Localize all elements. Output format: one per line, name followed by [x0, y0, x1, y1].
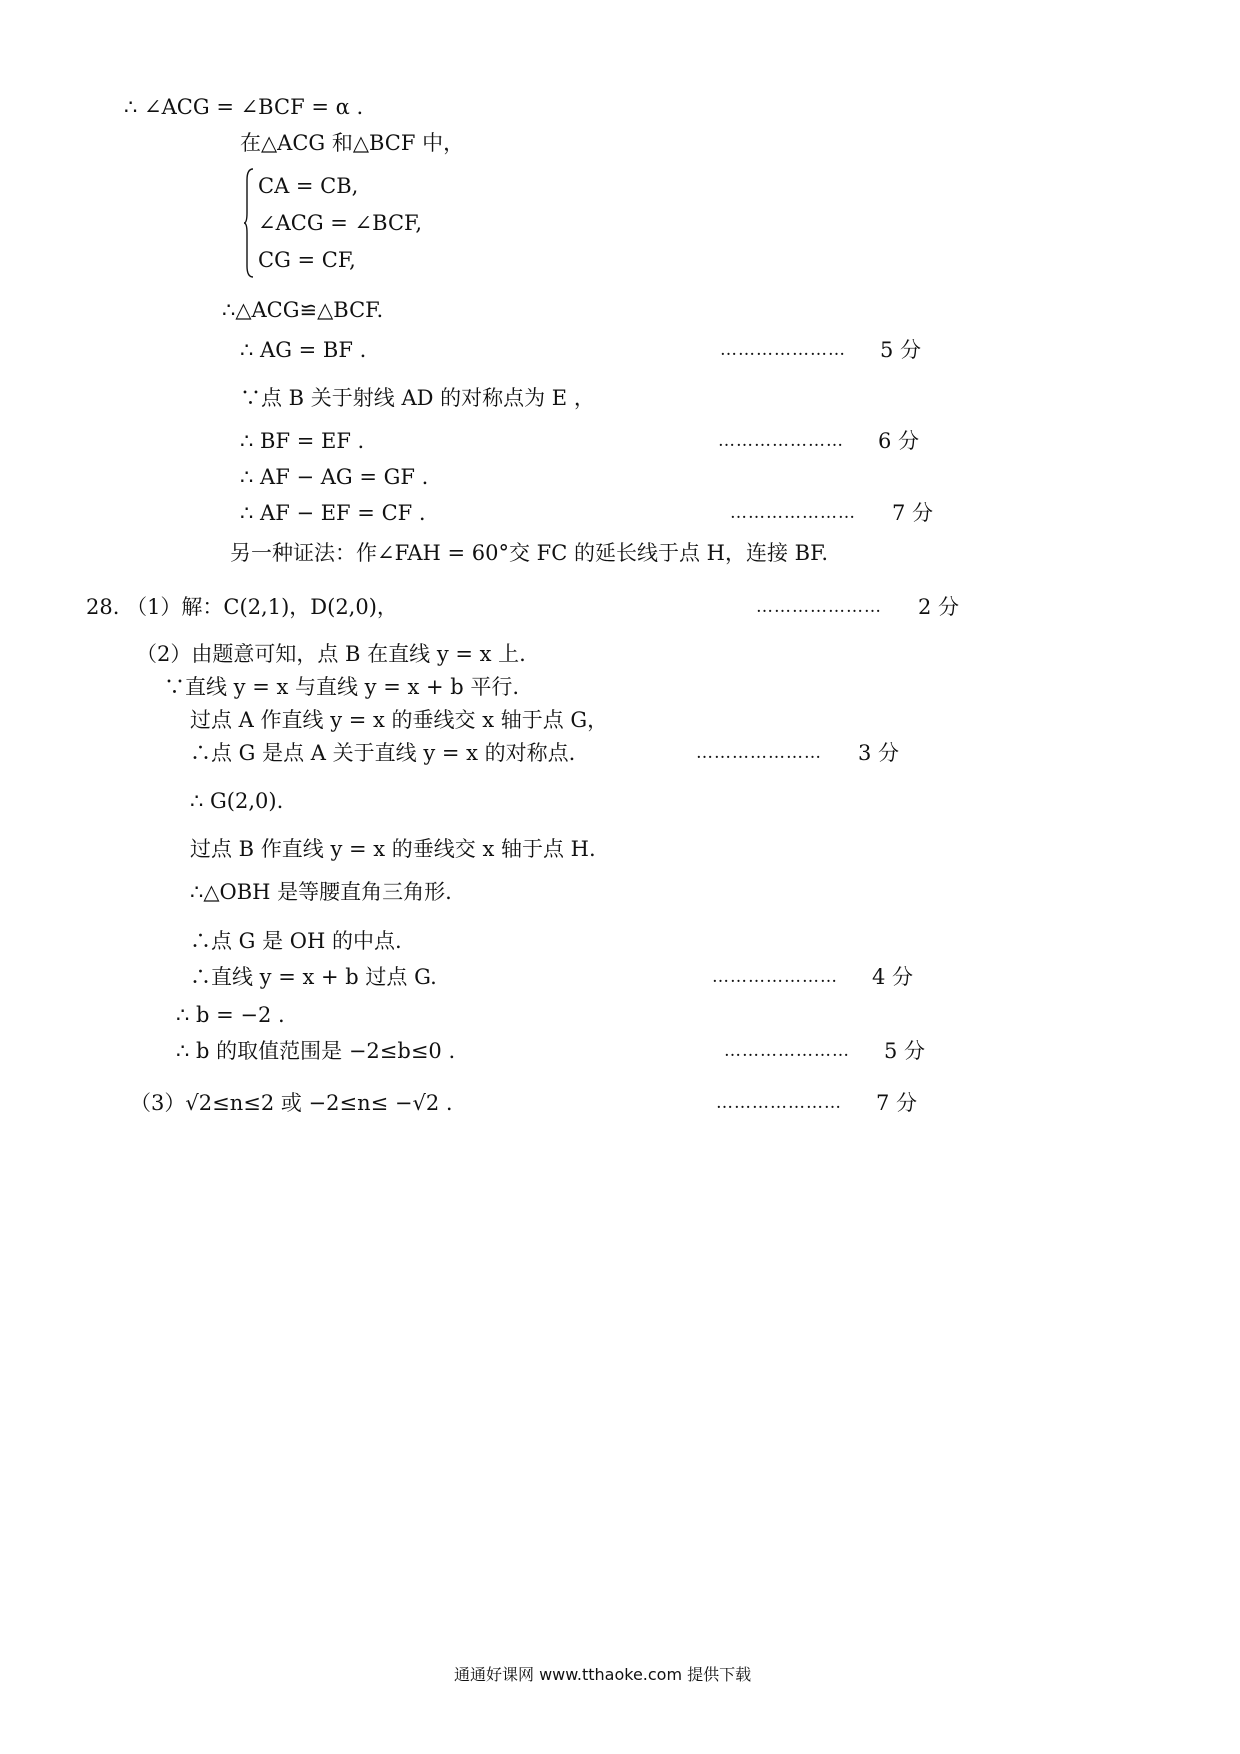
q28-line-b-range: ∴ b 的取值范围是 −2≤b≤0 . [176, 1039, 456, 1063]
q28-line-parallel: ∵直线 y = x 与直线 y = x + b 平行. [164, 675, 520, 699]
footer-source: 通通好课网 www.tthaoke.com 提供下载 [454, 1665, 752, 1684]
score-dots: ………………… [696, 743, 822, 763]
proof-line-angle-equal: ∴ ∠ACG = ∠BCF = α . [124, 95, 364, 119]
proof-line-in-triangles: 在△ACG 和△BCF 中， [240, 131, 465, 155]
score-label: 4 分 [872, 965, 914, 989]
system-eq-3: CG = CF, [258, 248, 356, 272]
system-eq-2: ∠ACG = ∠BCF, [258, 211, 423, 235]
q28-line-perp-a: 过点 A 作直线 y = x 的垂线交 x 轴于点 G， [190, 708, 609, 732]
q28-line-perp-b: 过点 B 作直线 y = x 的垂线交 x 轴于点 H. [190, 837, 596, 861]
score-label: 2 分 [918, 595, 960, 619]
score-dots: ………………… [712, 967, 838, 987]
proof-line-bf-ef: ∴ BF = EF . [240, 429, 365, 453]
q28-line-symmetric-g: ∴点 G 是点 A 关于直线 y = x 的对称点. [190, 741, 576, 765]
q28-line-isosceles: ∴△OBH 是等腰直角三角形. [190, 880, 452, 904]
score-label: 5 分 [884, 1039, 926, 1063]
score-dots: ………………… [756, 597, 882, 617]
proof-alternative: 另一种证法：作∠FAH = 60°交 FC 的延长线于点 H，连接 BF. [230, 541, 829, 565]
system-brace [244, 168, 254, 278]
score-dots: ………………… [730, 503, 856, 523]
q28-part3: （3）√2≤n≤2 或 −2≤n≤ −√2 . [130, 1091, 453, 1115]
score-dots: ………………… [716, 1093, 842, 1113]
q28-part2-intro: （2）由题意可知，点 B 在直线 y = x 上. [136, 642, 526, 666]
score-label: 6 分 [878, 429, 920, 453]
system-eq-1: CA = CB, [258, 174, 359, 198]
score-label: 5 分 [880, 338, 922, 362]
score-label: 7 分 [876, 1091, 918, 1115]
score-label: 3 分 [858, 741, 900, 765]
q28-line-g-coord: ∴ G(2,0). [190, 789, 284, 813]
score-dots: ………………… [718, 431, 844, 451]
q28-line-passes-g: ∴直线 y = x + b 过点 G. [190, 965, 437, 989]
proof-line-congruent: ∴△ACG≌△BCF. [222, 298, 384, 322]
proof-line-symmetric: ∵点 B 关于射线 AD 的对称点为 E ， [240, 386, 595, 410]
score-dots: ………………… [720, 340, 846, 360]
proof-line-af-ef: ∴ AF − EF = CF . [240, 501, 426, 525]
q28-line-midpoint: ∴点 G 是 OH 的中点. [190, 929, 402, 953]
q28-part1: 28. （1）解：C(2,1)，D(2,0)， [86, 595, 398, 619]
proof-line-af-ag: ∴ AF − AG = GF . [240, 465, 429, 489]
proof-line-ag-bf: ∴ AG = BF . [240, 338, 367, 362]
q28-line-b-value: ∴ b = −2 . [176, 1003, 285, 1027]
score-label: 7 分 [892, 501, 934, 525]
score-dots: ………………… [724, 1041, 850, 1061]
